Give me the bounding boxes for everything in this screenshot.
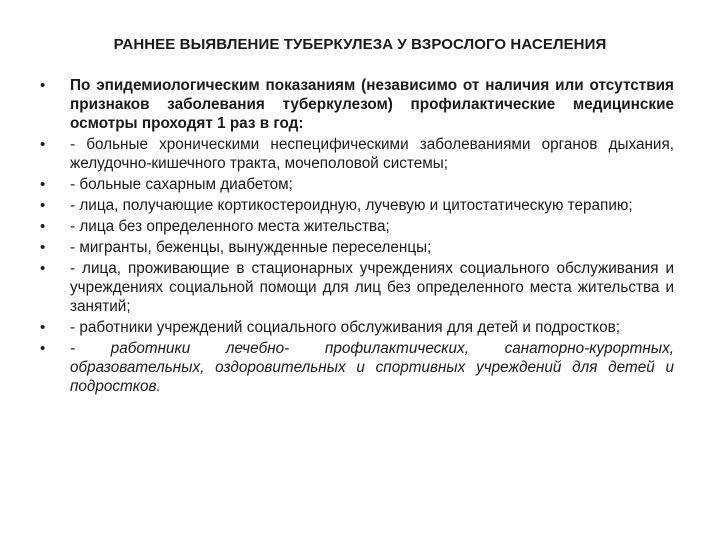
list-item <box>40 238 674 257</box>
list-item <box>40 135 674 173</box>
list-item <box>40 76 674 133</box>
slide-title: РАННЕЕ ВЫЯВЛЕНИЕ ТУБЕРКУЛЕЗА У ВЗРОСЛОГО НАСЕЛЕНИЯ <box>113 36 607 53</box>
bullet-icon: • <box>40 77 46 94</box>
bullet-icon: • <box>40 239 46 256</box>
bullet-icon: • <box>40 260 46 277</box>
list-item <box>40 196 674 215</box>
bullet-list <box>40 76 674 398</box>
list-item-text: - больные хроническими неспецифическими заболеваниями органов дыхания, желудочно-кишечного тракта, мочеполовой системы; <box>70 136 674 172</box>
list-item-text: - лица, проживающие в стационарных учреждениях социального обслуживания и учреждениях социальной помощи для лиц без определенного места жительства и занятий; <box>70 260 674 315</box>
list-item <box>40 259 674 316</box>
bullet-icon: • <box>40 197 46 214</box>
bullet-icon: • <box>40 340 46 357</box>
list-item <box>40 318 674 337</box>
list-item-text: - мигранты, беженцы, вынужденные переселенцы; <box>70 239 432 256</box>
list-item-text: - работники учреждений социального обслуживания для детей и подростков; <box>70 319 620 336</box>
bullet-icon: • <box>40 176 46 193</box>
list-item <box>40 217 674 236</box>
list-item-text: - лица, получающие кортикостероидную, лучевую и цитостатическую терапию; <box>70 197 633 214</box>
list-item-text: - работники лечебно- профилактических, санаторно-курортных, образовательных, оздоровительных и спортивных учреждений для детей и подростков. <box>70 340 674 395</box>
bullet-icon: • <box>40 218 46 235</box>
list-item <box>40 339 674 396</box>
list-item-text: - лица без определенного места жительства; <box>70 218 390 235</box>
list-item <box>40 175 674 194</box>
bullet-icon: • <box>40 136 46 153</box>
list-item-text: - больные сахарным диабетом; <box>70 176 293 193</box>
list-item-text: По эпидемиологическим показаниям (независимо от наличия или отсутствия признаков заболевания туберкулезом) профилактические медицинские осмотры проходят 1 раз в год: <box>70 77 674 132</box>
bullet-icon: • <box>40 319 46 336</box>
